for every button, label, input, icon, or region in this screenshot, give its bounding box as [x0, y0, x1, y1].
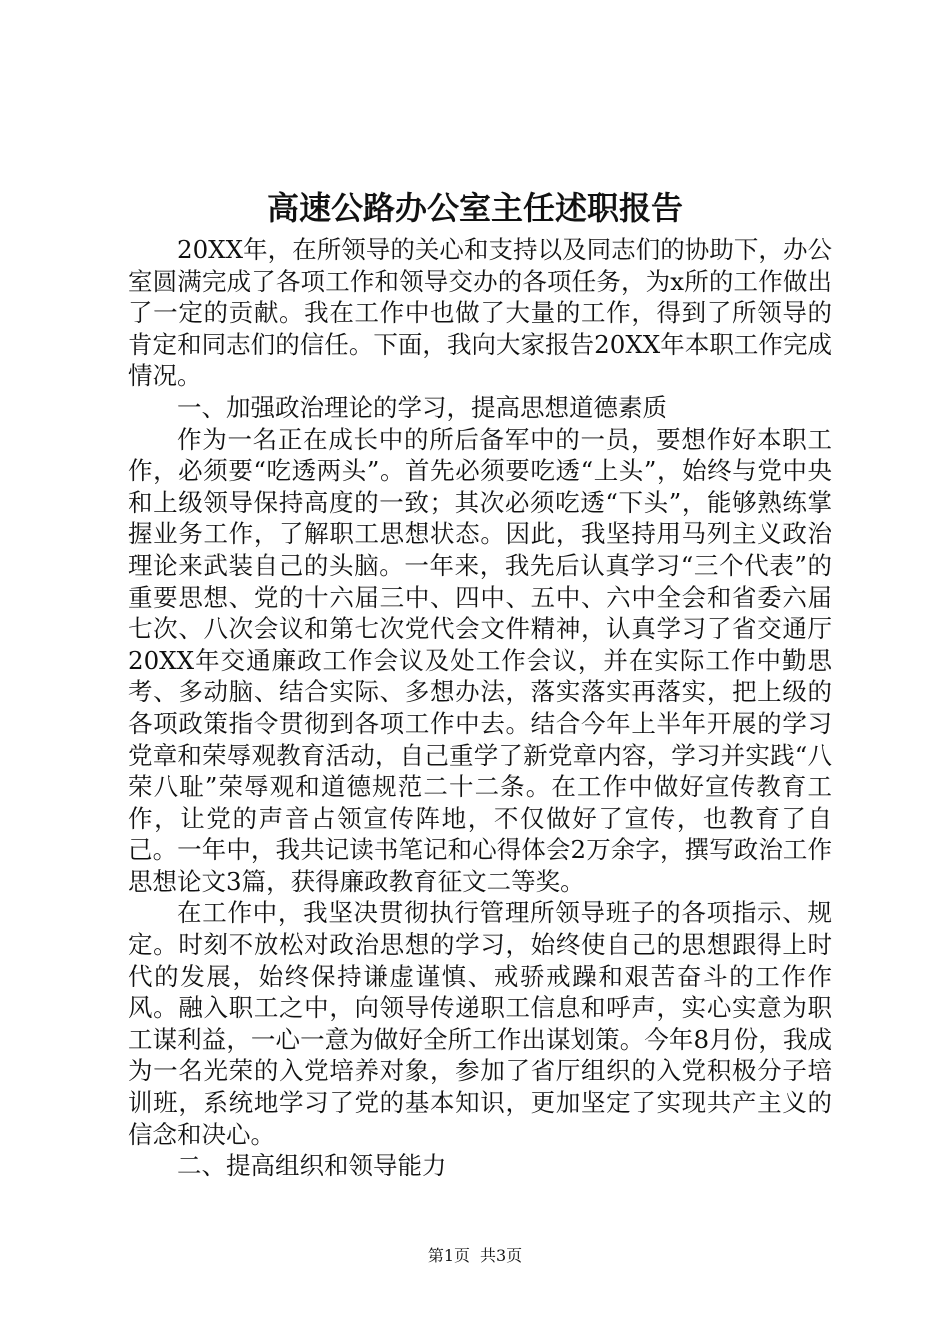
page-number: 第1页 — [427, 1246, 470, 1265]
paragraph-study: 作为一名正在成长中的所后备军中的一员，要想作好本职工作，必须要“吃透两头”。首先必须要吃透“上头”，始终与党中央和上级领导保持高度的一致；其次必须吃透“下头”，能够熟练掌握业务工作，了解职工思想状态。因此，我坚持用马列主义政治理论来武装自己的头脑。一年来，我先后认真学习“三个代表”的重要思想、党的十六届三中、四中、五中、六中全会和省委六届七次、八次会议和第七次党代会文件精神，认真学习了省交通厅20XX年交通廉政工作会议及处工作会议，并在实际工作中勤思考、多动脑、结合实际、多想办法，落实落实再落实，把上级的各项政策指令贯彻到各项工作中去。结合今年上半年开展的学习党章和荣辱观教育活动，自己重学了新党章内容，学习并实践“八荣八耻”荣辱观和道德规范二十二条。在工作中做好宣传教育工作，让党的声音占领宣传阵地，不仅做好了宣传，也教育了自己。一年中，我共记读书笔记和心得体会2万余字，撰写政治工作思想论文3篇，获得廉政教育征文二等奖。 — [128, 424, 832, 896]
paragraph-intro: 20XX年，在所领导的关心和支持以及同志们的协助下，办公室圆满完成了各项工作和领导交办的各项任务，为x所的工作做出了一定的贡献。我在工作中也做了大量的工作，得到了所领导的肯定和同志们的信任。下面，我向大家报告20XX年本职工作完成情况。 — [128, 235, 832, 391]
section-heading-2: 二、提高组织和领导能力 — [177, 1151, 447, 1181]
page-footer — [0, 1245, 950, 1267]
document-title: 高速公路办公室主任述职报告 — [266, 189, 683, 227]
page-total: 共3页 — [480, 1246, 523, 1265]
document-body — [128, 234, 832, 1182]
section-heading-1: 一、加强政治理论的学习，提高思想道德素质 — [177, 392, 667, 422]
paragraph-work: 在工作中，我坚决贯彻执行管理所领导班子的各项指示、规定。时刻不放松对政治思想的学习，始终使自己的思想跟得上时代的发展，始终保持谦虚谨慎、戒骄戒躁和艰苦奋斗的工作作风。融入职工之中，向领导传递职工信息和呼声，实心实意为职工谋利益，一心一意为做好全所工作出谋划策。今年8月份，我成为一名光荣的入党培养对象，参加了省厅组织的入党积极分子培训班，系统地学习了党的基本知识，更加坚定了实现共产主义的信念和决心。 — [128, 898, 832, 1149]
